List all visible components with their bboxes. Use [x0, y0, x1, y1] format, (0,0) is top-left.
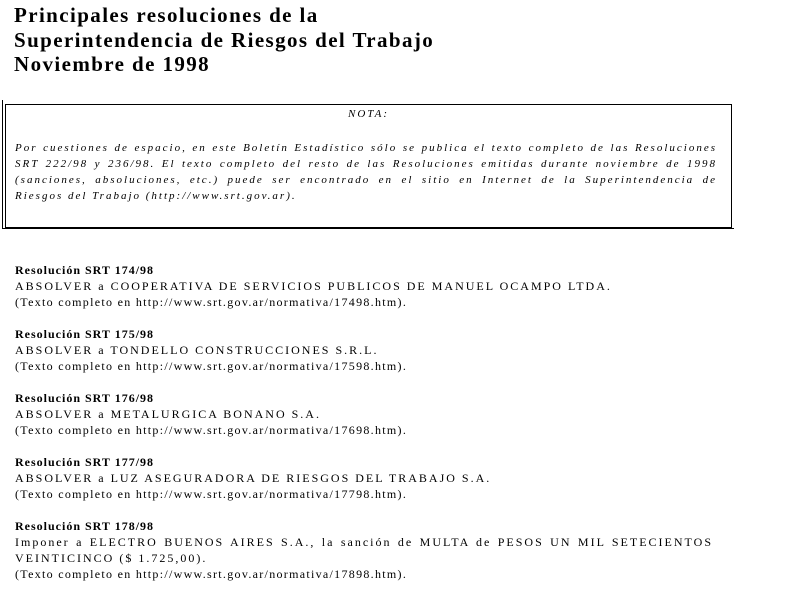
resolution-list: [15, 262, 713, 598]
resolution-item: [15, 454, 713, 502]
resolution-item: [15, 518, 713, 582]
resolution-link[interactable]: (Texto completo en http://www.srt.gov.ar/normativa/17798.htm).: [15, 487, 408, 501]
resolution-link[interactable]: (Texto completo en http://www.srt.gov.ar/normativa/17598.htm).: [15, 359, 408, 373]
resolution-description: ABSOLVER a COOPERATIVA DE SERVICIOS PUBLICOS DE MANUEL OCAMPO LTDA.: [15, 279, 612, 293]
note-text: Por cuestiones de espacio, en este Boletín Estadístico sólo se publica el texto completo de las Resoluciones SRT 222/98 y 236/98. El texto completo del resto de las Resoluciones emitidas durante noviembre de 1998 (sanciones, absoluciones, etc.) puede ser encontrado en el sitio en Internet de la Superintendencia de Riesgos del Trabajo (http://www.srt.gov.ar).: [15, 142, 717, 202]
resolution-link[interactable]: (Texto completo en http://www.srt.gov.ar/normativa/17698.htm).: [15, 423, 408, 437]
resolution-title: Resolución SRT 174/98: [15, 263, 155, 277]
resolution-item: [15, 326, 713, 374]
resolution-link[interactable]: (Texto completo en http://www.srt.gov.ar/normativa/17498.htm).: [15, 295, 408, 309]
note-box: [5, 104, 732, 228]
left-rule: [2, 100, 3, 228]
resolution-title: Resolución SRT 175/98: [15, 327, 155, 341]
resolution-title: Resolución SRT 176/98: [15, 391, 155, 405]
page-title-line-1: Principales resoluciones de la: [14, 3, 319, 27]
resolution-item: [15, 390, 713, 438]
page-title: [14, 3, 434, 77]
bottom-rule: [2, 228, 734, 229]
resolution-description: ABSOLVER a METALURGICA BONANO S.A.: [15, 407, 321, 421]
resolution-description: ABSOLVER a LUZ ASEGURADORA DE RIESGOS DEL TRABAJO S.A.: [15, 471, 492, 485]
resolution-item: [15, 262, 713, 310]
resolution-title: Resolución SRT 177/98: [15, 455, 155, 469]
resolution-title: Resolución SRT 178/98: [15, 519, 155, 533]
note-heading: NOTA:: [348, 108, 389, 120]
page-title-line-3: Noviembre de 1998: [14, 52, 211, 76]
resolution-description: ABSOLVER a TONDELLO CONSTRUCCIONES S.R.L.: [15, 343, 379, 357]
resolution-description: Imponer a ELECTRO BUENOS AIRES S.A., la sanción de MULTA de PESOS UN MIL SETECIENTOS VEINTICINCO ($ 1.725,00).: [15, 535, 713, 565]
page-title-line-2: Superintendencia de Riesgos del Trabajo: [14, 27, 435, 52]
resolution-link[interactable]: (Texto completo en http://www.srt.gov.ar/normativa/17898.htm).: [15, 567, 408, 581]
